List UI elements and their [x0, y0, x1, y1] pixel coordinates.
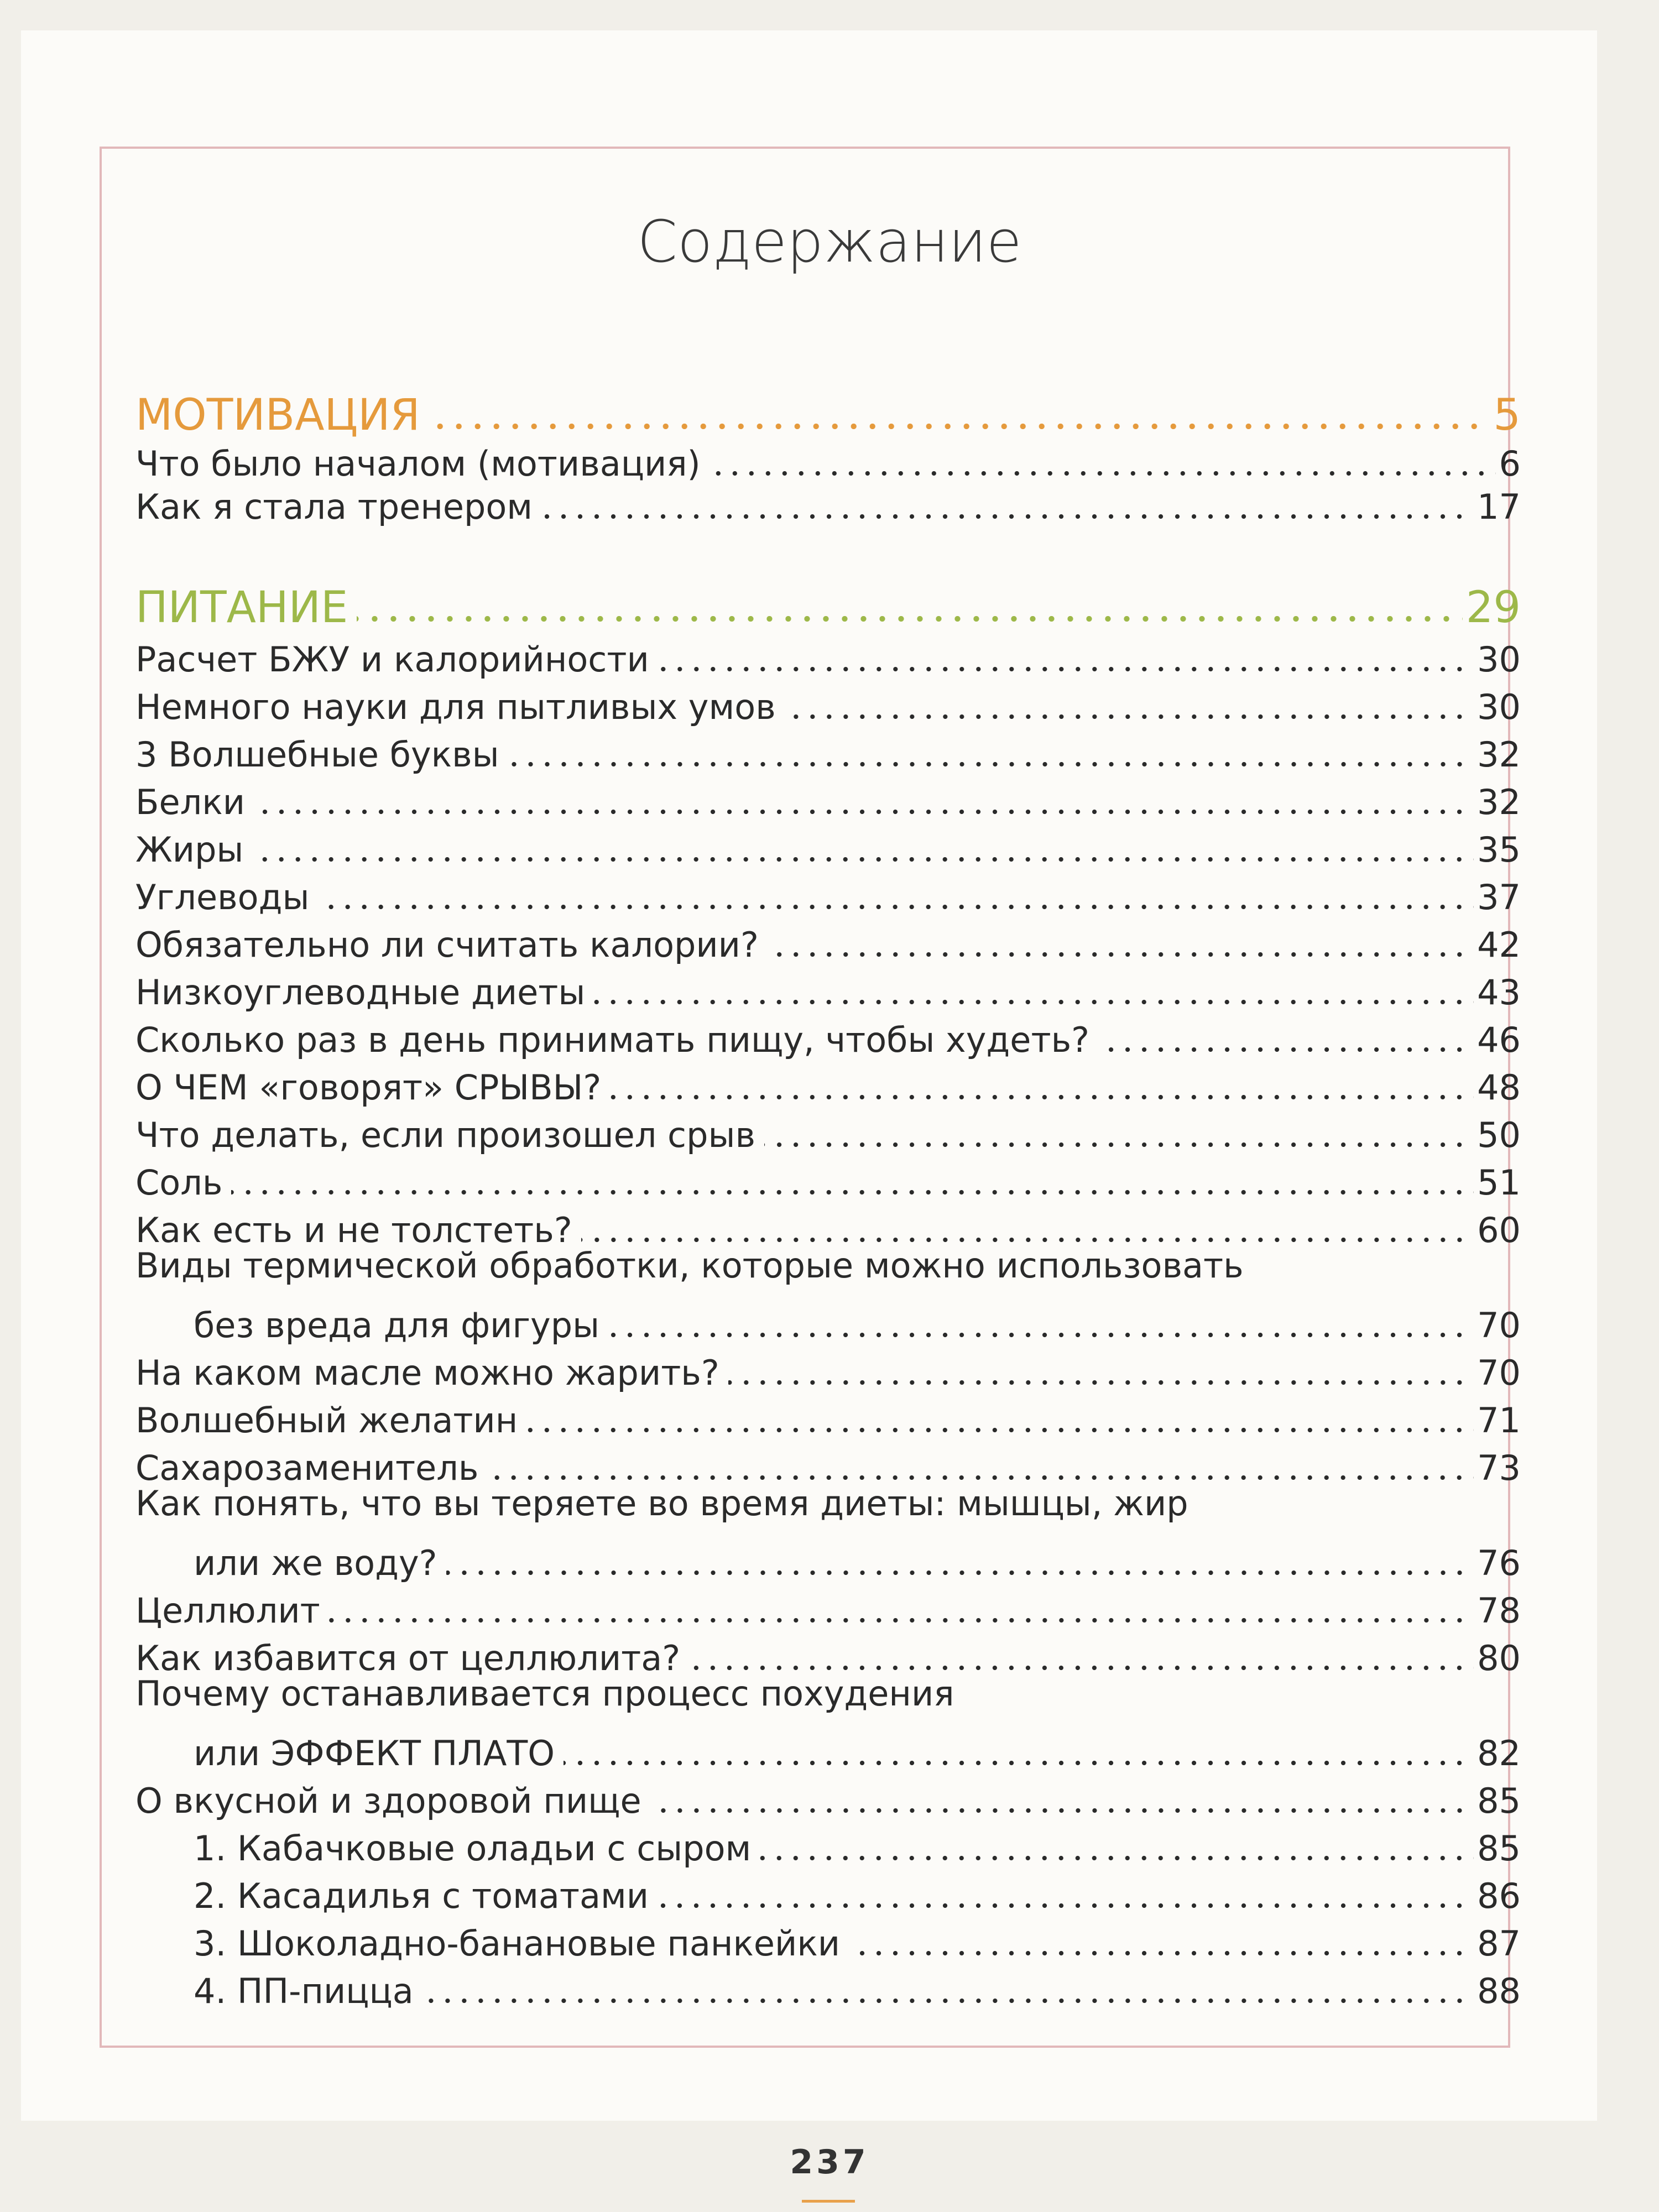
dot-leader [329, 1618, 1474, 1623]
dot-leader [594, 1000, 1474, 1004]
toc-entry-page: 70 [1477, 1305, 1521, 1345]
dot-leader [608, 1333, 1474, 1337]
dot-leader [487, 1475, 1474, 1480]
toc-entry-title: МОТИВАЦИЯ [135, 390, 420, 440]
toc-entry-title: О вкусной и здоровой пище [135, 1781, 641, 1821]
toc-entry-page: 86 [1477, 1876, 1521, 1916]
toc-entry-title: или же воду? [194, 1543, 437, 1583]
toc-entry[interactable] [135, 1150, 1521, 1203]
toc-entry[interactable] [135, 1626, 1521, 1676]
toc-entry-page: 71 [1477, 1400, 1521, 1441]
toc-entry-page: 35 [1477, 830, 1521, 870]
toc-entry-title: На каком масле можно жарить? [135, 1353, 719, 1393]
toc-entry[interactable] [135, 1008, 1521, 1060]
toc-entry-page: 82 [1477, 1733, 1521, 1773]
toc-entry[interactable] [135, 912, 1521, 965]
toc-entry-title: 3. Шоколадно-банановые панкейки [194, 1923, 841, 1964]
dot-leader [422, 1999, 1474, 2003]
dot-leader [429, 424, 1490, 429]
toc-entry[interactable] [135, 1055, 1521, 1108]
toc-entry-title: ПИТАНИЕ [135, 583, 348, 633]
toc-entry-title: 4. ПП-пицца [194, 1971, 414, 2011]
toc-entry[interactable] [194, 1531, 1521, 1583]
toc-entry-page: 29 [1465, 583, 1521, 633]
toc-entry-title: Соль [135, 1162, 223, 1203]
toc-entry[interactable] [135, 1578, 1521, 1631]
toc-entry-title: Как я стала тренером [135, 487, 533, 527]
dot-leader [764, 1142, 1474, 1147]
toc-entry[interactable] [135, 1388, 1521, 1441]
dot-leader [849, 1951, 1474, 1955]
toc-entry-page: 32 [1477, 734, 1521, 775]
toc-entry-title: Жиры [135, 830, 244, 870]
dot-leader [768, 952, 1474, 957]
toc-entry-page: 88 [1477, 1971, 1521, 2011]
toc-entry[interactable] [135, 1198, 1521, 1248]
toc-entry-page: 30 [1477, 687, 1521, 727]
toc-entry-title: Расчет БЖУ и калорийности [135, 639, 649, 680]
dot-leader [446, 1571, 1474, 1575]
toc-entry[interactable] [135, 722, 1521, 775]
toc-entry[interactable] [194, 1293, 1521, 1343]
toc-entry-page: 78 [1477, 1590, 1521, 1631]
dot-leader [785, 714, 1474, 719]
toc-entry-page: 70 [1477, 1353, 1521, 1393]
toc-entry-title: или ЭФФЕКТ ПЛАТО [194, 1733, 555, 1773]
toc-entry-page: 87 [1477, 1923, 1521, 1964]
dot-leader [650, 1808, 1474, 1813]
toc-entry[interactable] [135, 431, 1521, 484]
dot-leader [564, 1761, 1474, 1765]
toc-entry-title: 3 Волшебные буквы [135, 734, 499, 775]
toc-entry-title: Обязательно ли считать калории? [135, 925, 759, 965]
toc-entry[interactable] [135, 474, 1521, 527]
toc-entry[interactable] [135, 1436, 1521, 1488]
dot-leader [658, 667, 1474, 671]
page-number-underline [802, 2200, 855, 2203]
toc-entry-page: 51 [1477, 1162, 1521, 1203]
toc-entry[interactable] [135, 1103, 1521, 1155]
toc-entry[interactable] [135, 865, 1521, 915]
toc-entry-title: Целлюлит [135, 1590, 320, 1631]
toc-entry-page: 85 [1477, 1828, 1521, 1869]
toc-entry-recipe[interactable] [194, 1959, 1521, 2011]
toc-entry-page: 37 [1477, 877, 1521, 917]
toc-entry-title: Что делать, если произошел срыв [135, 1115, 755, 1155]
toc-entry-page: 80 [1477, 1638, 1521, 1678]
toc-entry[interactable] [135, 817, 1521, 870]
dot-leader [689, 1666, 1474, 1670]
toc-entry-recipe[interactable] [194, 1816, 1521, 1869]
dot-leader [581, 1238, 1474, 1242]
toc-entry-page: 73 [1477, 1448, 1521, 1488]
toc-entry-page: 76 [1477, 1543, 1521, 1583]
toc-section-motivation[interactable] [135, 382, 1521, 440]
toc-section-nutrition[interactable] [135, 574, 1521, 633]
toc-entry-page: 46 [1477, 1020, 1521, 1060]
toc-entry-title: О ЧЕМ «говорят» СРЫВЫ? [135, 1067, 602, 1108]
toc-entry[interactable] [194, 1721, 1521, 1771]
dot-leader [526, 1428, 1474, 1432]
toc-entry-title: Волшебный желатин [135, 1400, 518, 1441]
toc-entry[interactable] [135, 1768, 1521, 1821]
toc-entry-page: 5 [1493, 390, 1521, 440]
dot-leader [610, 1095, 1474, 1099]
toc-entry-title: Сколько раз в день принимать пищу, чтобы худеть? [135, 1020, 1090, 1060]
toc-entry[interactable] [135, 960, 1521, 1013]
toc-entry-first-line: Как понять, что вы теряете во время диеты: мышцы, жир [135, 1483, 1188, 1524]
toc-entry-page: 32 [1477, 782, 1521, 822]
toc-entry-title: Что было началом (мотивация) [135, 444, 701, 484]
toc-entry-title: Как избавится от целлюлита? [135, 1638, 681, 1678]
page-number: 237 [790, 2143, 869, 2182]
dot-leader [541, 514, 1474, 519]
toc-entry-page: 6 [1499, 444, 1521, 484]
toc-entry-first-line: Виды термической обработки, которые можно использовать [135, 1245, 1244, 1286]
toc-entry-page: 43 [1477, 972, 1521, 1013]
toc-entry-title: Углеводы [135, 877, 310, 917]
dot-leader [658, 1903, 1474, 1908]
toc-entry-page: 48 [1477, 1067, 1521, 1108]
dot-leader [231, 1190, 1474, 1194]
dot-leader [254, 810, 1474, 814]
toc-entry-title: 2. Касадилья с томатами [194, 1876, 649, 1916]
dot-leader [728, 1380, 1474, 1385]
dot-leader [1098, 1047, 1474, 1052]
toc-entry-title: Как есть и не толстеть? [135, 1210, 572, 1250]
toc-entry-title: Немного науки для пытливых умов [135, 687, 776, 727]
toc-entry-title: без вреда для фигуры [194, 1305, 600, 1345]
dot-leader [508, 762, 1474, 766]
page-title: Содержание [637, 208, 1022, 275]
dot-leader [318, 905, 1474, 909]
toc-entry-page: 30 [1477, 639, 1521, 680]
toc-entry-title: 1. Кабачковые оладьи с сыром [194, 1828, 752, 1869]
toc-entry-first-line: Почему останавливается процесс похудения [135, 1673, 954, 1714]
toc-entry-page: 50 [1477, 1115, 1521, 1155]
toc-entry-title: Сахарозаменитель [135, 1448, 479, 1488]
toc-entry-page: 60 [1477, 1210, 1521, 1250]
toc-entry[interactable] [135, 1340, 1521, 1393]
dot-leader [252, 857, 1474, 862]
dot-leader [357, 616, 1462, 622]
toc-entry-recipe[interactable] [194, 1911, 1521, 1964]
toc-entry-recipe[interactable] [194, 1864, 1521, 1916]
toc-entry-page: 85 [1477, 1781, 1521, 1821]
toc-entry-page: 42 [1477, 925, 1521, 965]
toc-entry-page: 17 [1477, 487, 1521, 527]
toc-entry-title: Низкоуглеводные диеты [135, 972, 586, 1013]
dot-leader [760, 1856, 1474, 1860]
toc-entry[interactable] [135, 675, 1521, 727]
toc-entry[interactable] [135, 770, 1521, 820]
toc-entry[interactable] [135, 627, 1521, 680]
toc-entry-title: Белки [135, 782, 246, 822]
